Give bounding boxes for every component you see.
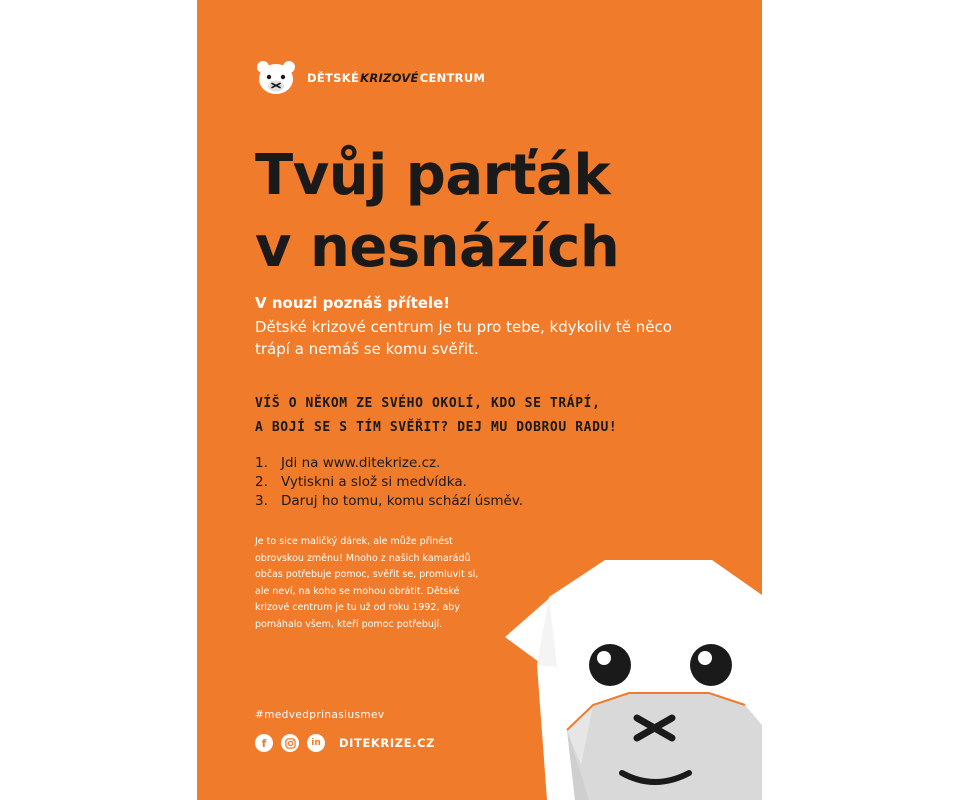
step-item — [255, 454, 523, 473]
step-text: Daruj ho tomu, komu schází úsměv. — [281, 493, 524, 509]
logo-part-c: CENTRUM — [419, 71, 486, 85]
callout — [255, 392, 725, 440]
callout-line-2: A BOJÍ SE S TÍM SVĚŘIT? DEJ MU DOBROU RADU! — [255, 420, 618, 435]
intro-text: Dětské krizové centrum je tu pro tebe, kdykoliv tě něco trápí a nemáš se komu svěřit. — [255, 318, 672, 358]
step-number: 3. — [255, 493, 268, 509]
hashtag: #medvedprinasiusmev — [255, 709, 385, 721]
instagram-icon[interactable] — [281, 734, 299, 752]
logo-part-a: DĚTSKÉ — [307, 71, 360, 85]
origami-bear-icon — [497, 555, 762, 800]
website-link[interactable]: DITEKRIZE.CZ — [339, 736, 436, 750]
step-number: 1. — [255, 455, 268, 471]
bear-logo-icon — [255, 60, 297, 96]
steps-list — [255, 454, 523, 511]
logo-part-b: KRIZOVÉ — [360, 71, 419, 85]
headline-line-2: v nesnázích — [255, 215, 620, 280]
step-number: 2. — [255, 474, 268, 490]
linkedin-icon[interactable]: in — [307, 734, 325, 752]
logo — [255, 60, 485, 96]
poster — [197, 0, 762, 800]
instagram-glyph — [285, 738, 296, 749]
body-text: Je to sice maličký dárek, ale může přinést obrovskou změnu! Mnoho z našich kamarádů občas potřebuje pomoc, svěřit se, promluvit si, ale neví, na koho se mohou obrátit. Dětské krizové centrum je tu už od roku 1992, aby pomáhalo všem, kteří pomoc potřebují. — [255, 536, 479, 630]
step-item — [255, 492, 523, 511]
step-text: Vytiskni a slož si medvídka. — [281, 474, 467, 490]
step-text: Jdi na www.ditekrize.cz. — [281, 455, 441, 471]
logo-wordmark — [307, 71, 485, 85]
step-item — [255, 473, 523, 492]
callout-line-1: VÍŠ O NĚKOM ZE SVÉHO OKOLÍ, KDO SE TRÁPÍ, — [255, 396, 601, 411]
footer — [255, 734, 435, 752]
intro-heading: V nouzi poznáš přítele! — [255, 294, 451, 312]
headline — [255, 140, 619, 284]
facebook-icon[interactable]: f — [255, 734, 273, 752]
headline-line-1: Tvůj parťák — [255, 143, 611, 208]
